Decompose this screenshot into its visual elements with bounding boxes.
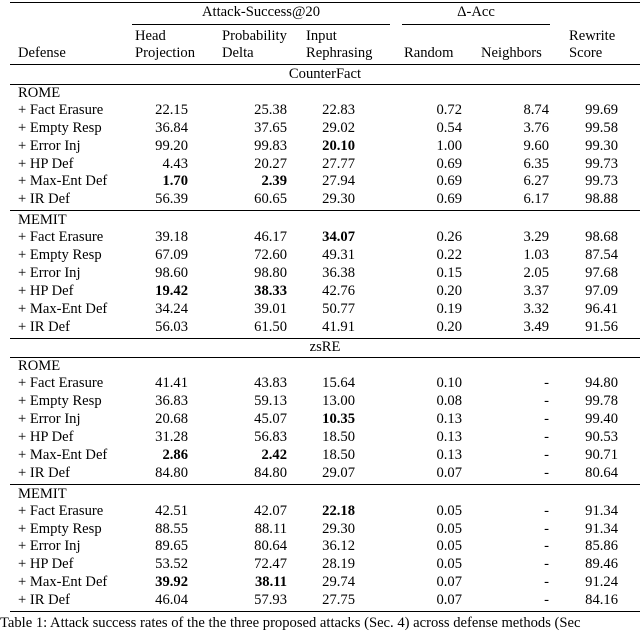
cell-hp: 89.65 [155, 538, 188, 555]
header-probability-delta-line1: Probability [222, 28, 287, 44]
cell-random: 0.69 [436, 173, 462, 190]
cell-rewrite: 94.80 [585, 375, 618, 392]
delta-group-underline [402, 24, 550, 25]
dataset-rule [10, 357, 640, 358]
cell-neighbors: 8.74 [523, 101, 549, 118]
defense-name: + Fact Erasure [18, 375, 104, 392]
cell-pd: 42.07 [254, 502, 287, 519]
cell-rewrite: 80.64 [585, 464, 618, 481]
cell-random: 0.15 [436, 264, 462, 281]
header-head-projection-line1: Head [135, 28, 166, 44]
defense-name: + Fact Erasure [18, 229, 104, 246]
cell-rewrite: 97.09 [585, 282, 618, 299]
cell-random: 0.10 [436, 375, 462, 392]
cell-hp: 2.86 [162, 446, 188, 463]
cell-rewrite: 98.68 [585, 229, 618, 246]
cell-rewrite: 99.40 [585, 411, 618, 428]
cell-neighbors: - [544, 393, 549, 410]
cell-pd: 20.27 [254, 155, 287, 172]
cell-neighbors: - [544, 429, 549, 445]
cell-ir: 10.35 [322, 411, 355, 428]
cell-rewrite: 84.16 [585, 592, 618, 609]
cell-ir: 18.50 [322, 429, 355, 445]
cell-rewrite: 99.73 [585, 155, 618, 172]
method-label: MEMIT [18, 485, 67, 502]
cell-rewrite: 96.41 [585, 300, 618, 317]
cell-pd: 60.65 [254, 191, 287, 208]
cell-pd: 99.83 [254, 137, 287, 154]
cell-hp: 36.83 [155, 393, 188, 410]
cell-hp: 22.15 [155, 101, 188, 118]
cell-neighbors: - [544, 502, 549, 519]
cell-hp: 88.55 [155, 520, 188, 537]
method-label: ROME [18, 358, 61, 375]
cell-ir: 29.30 [322, 520, 355, 537]
cell-random: 0.13 [436, 429, 462, 445]
defense-name: + IR Def [18, 592, 70, 609]
cell-neighbors: - [544, 520, 549, 537]
cell-pd: 43.83 [254, 375, 287, 392]
cell-pd: 80.64 [254, 538, 287, 555]
table-caption: Table 1: Attack success rates of the the three proposed attacks (Sec. 4) across defense methods (Sec [0, 615, 581, 631]
defense-name: + Max-Ent Def [18, 300, 108, 317]
header-random: Random [404, 45, 454, 61]
cell-neighbors: 1.03 [523, 247, 549, 263]
dataset-title: zsRE [309, 339, 341, 355]
defense-name: + Empty Resp [18, 247, 102, 263]
cell-hp: 42.51 [155, 502, 188, 519]
cell-ir: 49.31 [322, 247, 355, 263]
cell-hp: 56.39 [155, 191, 188, 208]
section-end-rule [10, 611, 640, 612]
cell-rewrite: 97.68 [585, 264, 618, 281]
cell-rewrite: 91.56 [585, 318, 618, 335]
method-label: MEMIT [18, 212, 67, 229]
cell-ir: 29.74 [322, 574, 355, 591]
cell-ir: 29.02 [322, 119, 355, 136]
cell-ir: 27.94 [322, 173, 355, 190]
cell-ir: 36.38 [322, 264, 355, 281]
header-head-projection-line2: Projection [135, 45, 195, 61]
defense-name: + Empty Resp [18, 393, 102, 410]
cell-hp: 20.68 [155, 411, 188, 428]
cell-hp: 4.43 [162, 155, 188, 172]
cell-random: 0.19 [436, 300, 462, 317]
defense-name: + Error Inj [18, 538, 81, 555]
cell-random: 0.26 [436, 229, 462, 246]
cell-neighbors: - [544, 574, 549, 591]
header-delta-acc: Δ-Acc [457, 4, 495, 20]
cell-pd: 88.11 [254, 520, 287, 537]
top-rule [10, 2, 640, 3]
cell-random: 0.05 [436, 502, 462, 519]
cell-pd: 45.07 [254, 411, 287, 428]
header-probability-delta-line2: Delta [222, 45, 254, 61]
cell-rewrite: 87.54 [585, 247, 618, 263]
cell-random: 0.05 [436, 520, 462, 537]
cell-pd: 25.38 [254, 101, 287, 118]
cell-rewrite: 98.88 [585, 191, 618, 208]
cell-rewrite: 91.34 [585, 520, 618, 537]
header-input-rephrasing-line2: Rephrasing [306, 45, 373, 61]
cell-pd: 72.60 [254, 247, 287, 263]
cell-hp: 19.42 [155, 282, 188, 299]
cell-pd: 56.83 [254, 429, 287, 445]
defense-name: + IR Def [18, 191, 70, 208]
defense-name: + IR Def [18, 318, 70, 335]
cell-random: 0.05 [436, 556, 462, 573]
cell-ir: 29.07 [322, 464, 355, 481]
cell-rewrite: 91.24 [585, 574, 618, 591]
cell-random: 0.08 [436, 393, 462, 410]
cell-neighbors: - [544, 446, 549, 463]
cell-random: 0.07 [436, 464, 462, 481]
group-rule [10, 484, 640, 485]
cell-hp: 36.84 [155, 119, 188, 136]
cell-random: 0.13 [436, 446, 462, 463]
cell-random: 0.72 [436, 101, 462, 118]
attack-group-underline [132, 24, 390, 25]
cell-hp: 41.41 [155, 375, 188, 392]
cell-hp: 99.20 [155, 137, 188, 154]
cell-pd: 38.11 [254, 574, 287, 591]
cell-hp: 39.18 [155, 229, 188, 246]
cell-random: 1.00 [436, 137, 462, 154]
cell-random: 0.13 [436, 411, 462, 428]
defense-name: + Fact Erasure [18, 101, 104, 118]
cell-rewrite: 99.78 [585, 393, 618, 410]
cell-neighbors: - [544, 556, 549, 573]
header-input-rephrasing-line1: Input [306, 28, 337, 44]
defense-name: + HP Def [18, 282, 74, 299]
cell-pd: 98.80 [254, 264, 287, 281]
cell-random: 0.07 [436, 574, 462, 591]
cell-neighbors: - [544, 411, 549, 428]
cell-rewrite: 99.58 [585, 119, 618, 136]
defense-name: + Empty Resp [18, 520, 102, 537]
cell-pd: 39.01 [254, 300, 287, 317]
cell-hp: 46.04 [155, 592, 188, 609]
cell-ir: 20.10 [322, 137, 355, 154]
cell-ir: 50.77 [322, 300, 355, 317]
cell-pd: 2.42 [261, 446, 287, 463]
cell-random: 0.69 [436, 155, 462, 172]
defense-name: + Max-Ent Def [18, 574, 108, 591]
cell-neighbors: - [544, 375, 549, 392]
cell-hp: 98.60 [155, 264, 188, 281]
defense-name: + HP Def [18, 155, 74, 172]
cell-ir: 22.83 [322, 101, 355, 118]
cell-neighbors: 6.35 [523, 155, 549, 172]
cell-random: 0.22 [436, 247, 462, 263]
cell-neighbors: 6.27 [523, 173, 549, 190]
cell-neighbors: 3.49 [523, 318, 549, 335]
cell-neighbors: 3.37 [523, 282, 549, 299]
cell-rewrite: 99.73 [585, 173, 618, 190]
defense-name: + Max-Ent Def [18, 446, 108, 463]
cell-pd: 57.93 [254, 592, 287, 609]
dataset-title: CounterFact [288, 65, 362, 82]
header-defense: Defense [18, 45, 66, 61]
defense-name: + HP Def [18, 429, 74, 445]
cell-ir: 27.77 [322, 155, 355, 172]
cell-ir: 22.18 [322, 502, 355, 519]
cell-ir: 15.64 [322, 375, 355, 392]
defense-name: + Error Inj [18, 264, 81, 281]
cell-pd: 72.47 [254, 556, 287, 573]
cell-neighbors: 3.29 [523, 229, 549, 246]
cell-random: 0.69 [436, 191, 462, 208]
group-rule [10, 210, 640, 211]
defense-name: + Error Inj [18, 137, 81, 154]
cell-rewrite: 91.34 [585, 502, 618, 519]
cell-random: 0.54 [436, 119, 462, 136]
header-rewrite-score-line1: Rewrite [569, 28, 616, 44]
cell-random: 0.07 [436, 592, 462, 609]
cell-neighbors: 6.17 [523, 191, 549, 208]
defense-name: + HP Def [18, 556, 74, 573]
header-neighbors: Neighbors [481, 45, 542, 61]
cell-random: 0.20 [436, 282, 462, 299]
cell-neighbors: 2.05 [523, 264, 549, 281]
cell-pd: 46.17 [254, 229, 287, 246]
defense-name: + Fact Erasure [18, 502, 104, 519]
cell-ir: 13.00 [322, 393, 355, 410]
cell-rewrite: 99.69 [585, 101, 618, 118]
header-attack-success: Attack-Success@20 [202, 4, 320, 20]
cell-hp: 53.52 [155, 556, 188, 573]
cell-hp: 67.09 [155, 247, 188, 263]
defense-name: + Max-Ent Def [18, 173, 108, 190]
cell-ir: 27.75 [322, 592, 355, 609]
cell-random: 0.05 [436, 538, 462, 555]
cell-ir: 28.19 [322, 556, 355, 573]
dataset-rule [10, 84, 640, 85]
cell-pd: 2.39 [261, 173, 287, 190]
cell-ir: 34.07 [322, 229, 355, 246]
cell-pd: 38.33 [254, 282, 287, 299]
cell-pd: 61.50 [254, 318, 287, 335]
cell-ir: 36.12 [322, 538, 355, 555]
cell-random: 0.20 [436, 318, 462, 335]
cell-pd: 59.13 [254, 393, 287, 410]
cell-neighbors: 9.60 [523, 137, 549, 154]
cell-pd: 37.65 [254, 119, 287, 136]
cell-neighbors: - [544, 464, 549, 481]
cell-rewrite: 89.46 [585, 556, 618, 573]
cell-hp: 56.03 [155, 318, 188, 335]
cell-neighbors: 3.32 [523, 300, 549, 317]
defense-name: + Empty Resp [18, 119, 102, 136]
method-label: ROME [18, 84, 61, 101]
cell-hp: 34.24 [155, 300, 188, 317]
cell-neighbors: 3.76 [523, 119, 549, 136]
defense-name: + IR Def [18, 464, 70, 481]
cell-ir: 18.50 [322, 446, 355, 463]
cell-neighbors: - [544, 538, 549, 555]
cell-hp: 31.28 [155, 429, 188, 445]
defense-name: + Error Inj [18, 411, 81, 428]
cell-rewrite: 90.71 [585, 446, 618, 463]
header-rewrite-score-line2: Score [569, 45, 603, 61]
cell-neighbors: - [544, 592, 549, 609]
cell-hp: 39.92 [155, 574, 188, 591]
cell-rewrite: 90.53 [585, 429, 618, 445]
cell-rewrite: 99.30 [585, 137, 618, 154]
cell-rewrite: 85.86 [585, 538, 618, 555]
cell-ir: 41.91 [322, 318, 355, 335]
cell-hp: 84.80 [155, 464, 188, 481]
cell-ir: 29.30 [322, 191, 355, 208]
cell-ir: 42.76 [322, 282, 355, 299]
cell-pd: 84.80 [254, 464, 287, 481]
cell-hp: 1.70 [162, 173, 188, 190]
